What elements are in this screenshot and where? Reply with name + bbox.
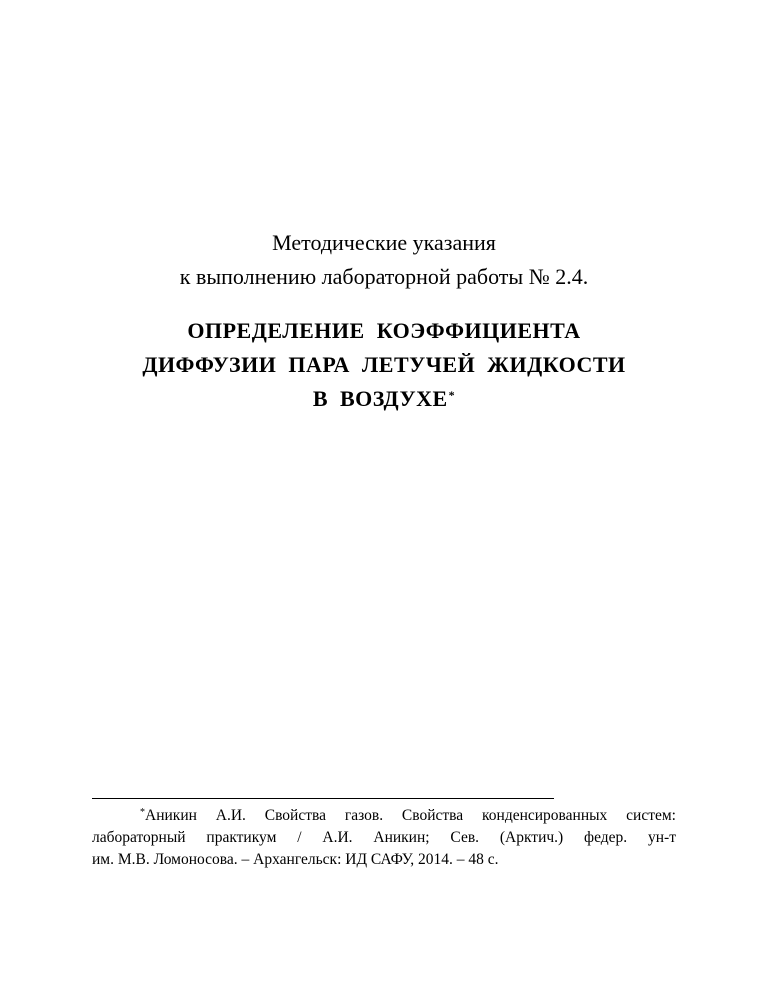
footnote-line-1-text: Аникин А.И. Свойства газов. Свойства конденсированных систем: — [145, 807, 676, 824]
footnote-separator — [92, 798, 554, 799]
subtitle-line-1: Методические указания — [272, 230, 496, 255]
title-line-3-text: В ВОЗДУХЕ — [312, 386, 448, 411]
subtitle-line-2: к выполнению лабораторной работы № 2.4. — [179, 264, 589, 289]
title-line-2: ДИФФУЗИИ ПАРА ЛЕТУЧЕЙ ЖИДКОСТИ — [142, 352, 626, 377]
footnote-line-2: лабораторный практикум / А.И. Аникин; Сев. (Арктич.) федер. ун-т — [92, 829, 676, 846]
title-footnote-marker: * — [448, 388, 456, 402]
footnote — [92, 805, 676, 871]
title-line-1: ОПРЕДЕЛЕНИЕ КОЭФФИЦИЕНТА — [187, 318, 581, 343]
title-line-3 — [0, 384, 768, 414]
footnote-line-1 — [92, 805, 676, 827]
footnote-marker: * — [140, 807, 145, 818]
footnote-line-3: им. М.В. Ломоносова. – Архангельск: ИД САФУ, 2014. – 48 с. — [92, 851, 499, 868]
